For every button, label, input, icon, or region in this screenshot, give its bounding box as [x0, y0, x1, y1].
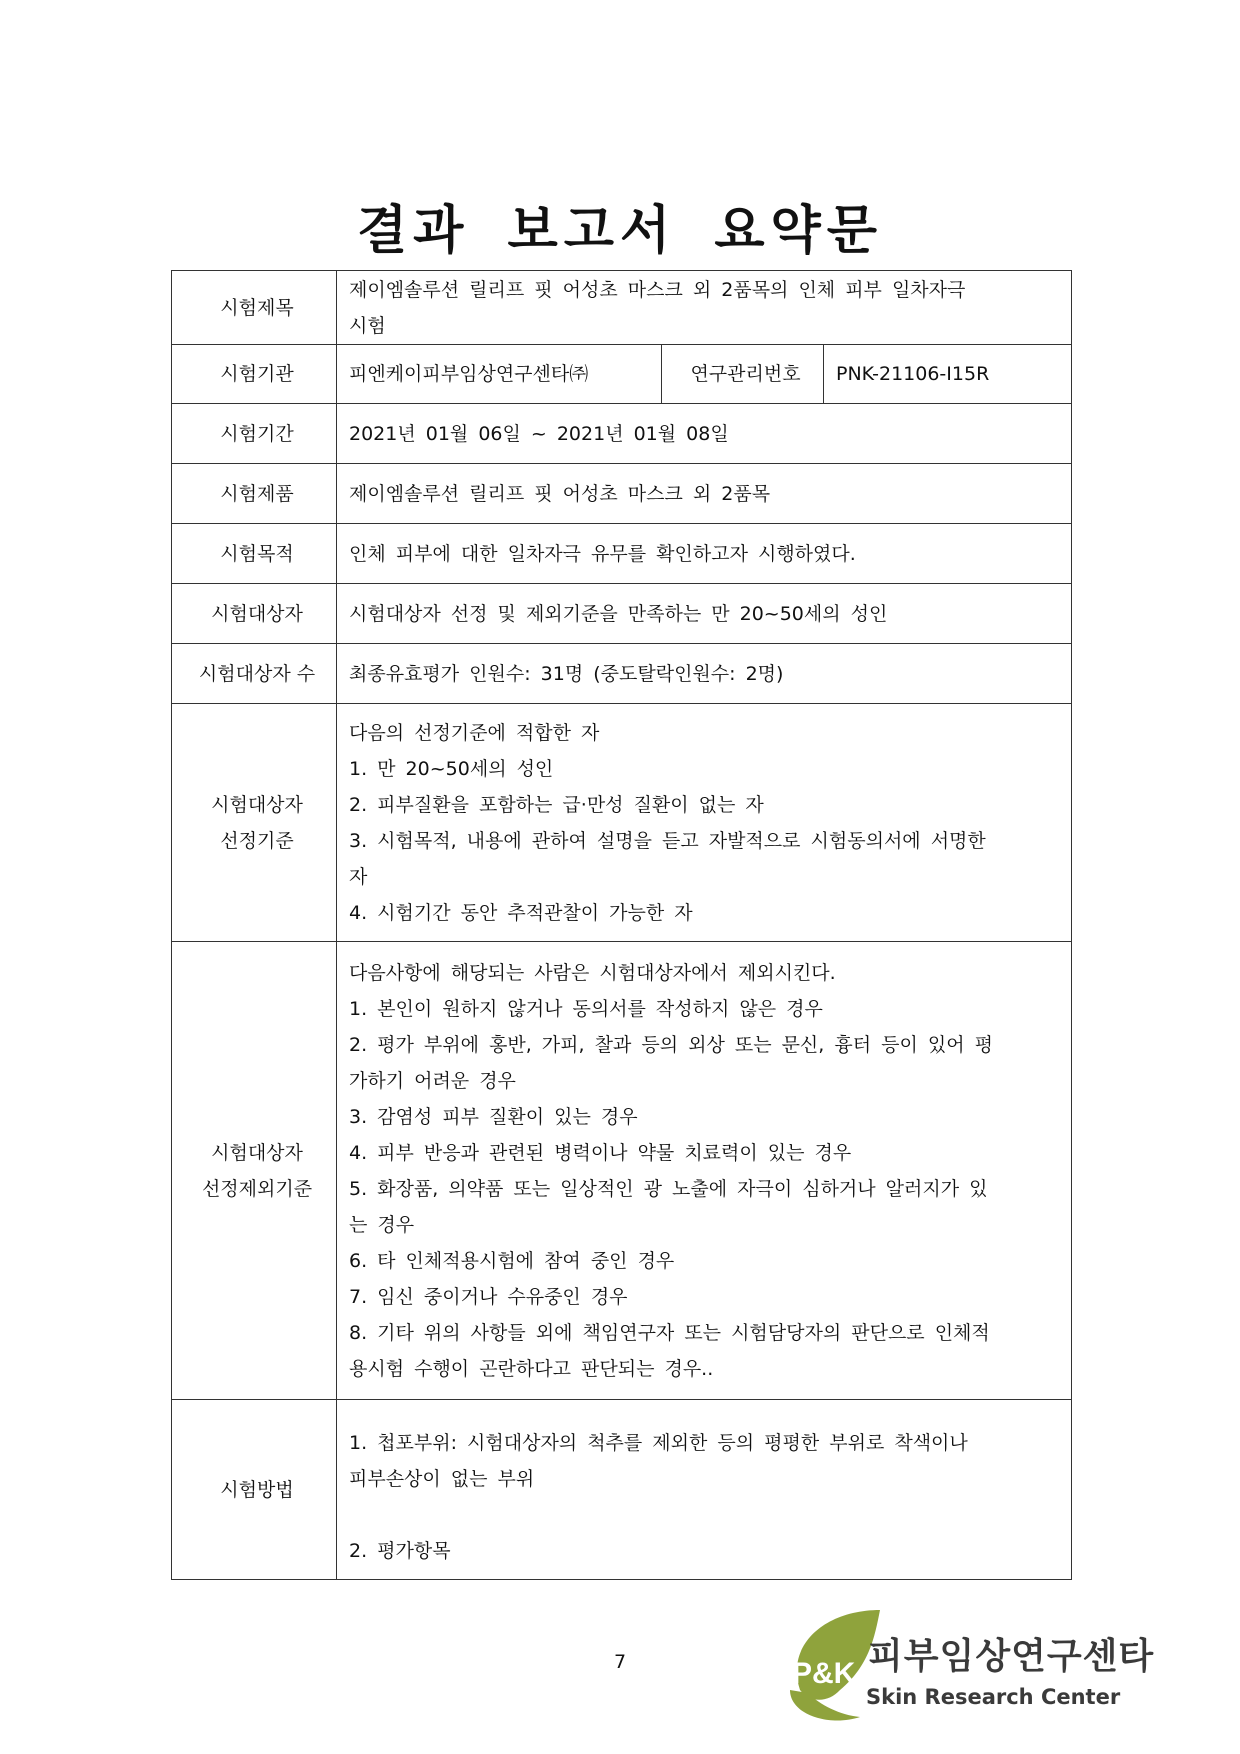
row-test-title	[172, 271, 1072, 345]
exclusion-line: 4. 피부 반응과 관련된 병력이나 약물 치료력이 있는 경우	[349, 1141, 852, 1164]
period-value: 2021년 01월 06일 ~ 2021년 01월 08일	[337, 404, 1072, 464]
exclusion-line: 7. 임신 중이거나 수유중인 경우	[349, 1285, 628, 1308]
summary-table	[171, 270, 1072, 1580]
logo-english: Skin Research Center	[866, 1685, 1121, 1709]
method-label: 시험방법	[172, 1400, 337, 1580]
research-id-label: 연구관리번호	[662, 345, 824, 404]
exclusion-label-line: 선정제외기준	[201, 1177, 313, 1200]
row-subject-count	[172, 644, 1072, 704]
institution-label: 시험기관	[172, 345, 337, 404]
subject-count-label: 시험대상자 수	[172, 644, 337, 704]
subject-count-value: 최종유효평가 인원수: 31명 (중도탈락인원수: 2명)	[337, 644, 1072, 704]
method-line: 1. 첩포부위: 시험대상자의 척추를 제외한 등의 평평한 부위로 착색이나	[349, 1432, 968, 1454]
product-label: 시험제품	[172, 464, 337, 524]
inclusion-value	[337, 704, 1072, 942]
purpose-label: 시험목적	[172, 524, 337, 584]
institution-value: 피엔케이피부임상연구센타㈜	[337, 345, 662, 404]
inclusion-line: 자	[349, 865, 368, 888]
row-product	[172, 464, 1072, 524]
exclusion-line: 1. 본인이 원하지 않거나 동의서를 작성하지 않은 경우	[349, 997, 823, 1020]
row-period	[172, 404, 1072, 464]
exclusion-line: 용시험 수행이 곤란하다고 판단되는 경우..	[349, 1357, 714, 1380]
logo-mark: P&K	[792, 1657, 856, 1690]
product-value: 제이엠솔루션 릴리프 핏 어성초 마스크 외 2품목	[337, 464, 1072, 524]
exclusion-label-line: 시험대상자	[211, 1141, 303, 1164]
research-id-value: PNK-21106-I15R	[824, 345, 1072, 404]
purpose-value: 인체 피부에 대한 일차자극 유무를 확인하고자 시행하였다.	[337, 524, 1072, 584]
inclusion-line: 2. 피부질환을 포함하는 급·만성 질환이 없는 자	[349, 793, 764, 816]
row-purpose	[172, 524, 1072, 584]
exclusion-line: 는 경우	[349, 1213, 415, 1236]
method-line: 피부손상이 없는 부위	[349, 1468, 535, 1490]
document-title: 결과 보고서 요약문	[356, 201, 884, 261]
test-title-label: 시험제목	[172, 271, 337, 345]
test-title-line: 제이엠솔루션 릴리프 핏 어성초 마스크 외 2품목의 인체 피부 일차자극	[349, 278, 966, 301]
test-title-value	[337, 271, 1072, 345]
test-title-line: 시험	[349, 314, 386, 337]
exclusion-line: 8. 기타 위의 사항들 외에 책임연구자 또는 시험담당자의 판단으로 인체적	[349, 1321, 990, 1344]
page-number: 7	[613, 1651, 627, 1673]
exclusion-line: 3. 감염성 피부 질환이 있는 경우	[349, 1105, 638, 1128]
inclusion-line: 4. 시험기간 동안 추적관찰이 가능한 자	[349, 901, 693, 924]
inclusion-label	[172, 704, 337, 942]
exclusion-line: 6. 타 인체적용시험에 참여 중인 경우	[349, 1249, 675, 1272]
exclusion-value	[337, 942, 1072, 1400]
subjects-label: 시험대상자	[172, 584, 337, 644]
inclusion-line: 다음의 선정기준에 적합한 자	[349, 721, 600, 744]
row-method	[172, 1400, 1072, 1580]
period-label: 시험기간	[172, 404, 337, 464]
inclusion-line: 3. 시험목적, 내용에 관하여 설명을 듣고 자발적으로 시험동의서에 서명한	[349, 829, 986, 852]
inclusion-label-line: 선정기준	[220, 829, 294, 852]
exclusion-line: 가하기 어려운 경우	[349, 1069, 516, 1092]
method-line: 2. 평가항목	[349, 1540, 451, 1562]
inclusion-line: 1. 만 20~50세의 성인	[349, 757, 554, 780]
logo-korean: 피부임상연구센타	[868, 1636, 1155, 1677]
exclusion-line: 다음사항에 해당되는 사람은 시험대상자에서 제외시킨다.	[349, 961, 836, 984]
method-line-blank	[349, 1497, 1065, 1533]
row-subjects	[172, 584, 1072, 644]
exclusion-label	[172, 942, 337, 1400]
row-inclusion-criteria	[172, 704, 1072, 942]
inclusion-label-line: 시험대상자	[211, 793, 303, 816]
exclusion-line: 5. 화장품, 의약품 또는 일상적인 광 노출에 자극이 심하거나 알러지가 있	[349, 1177, 988, 1200]
row-exclusion-criteria	[172, 942, 1072, 1400]
method-value	[337, 1400, 1072, 1580]
row-institution	[172, 345, 1072, 404]
exclusion-line: 2. 평가 부위에 홍반, 가피, 찰과 등의 외상 또는 문신, 흉터 등이 있어 평	[349, 1033, 993, 1056]
subjects-value: 시험대상자 선정 및 제외기준을 만족하는 만 20~50세의 성인	[337, 584, 1072, 644]
